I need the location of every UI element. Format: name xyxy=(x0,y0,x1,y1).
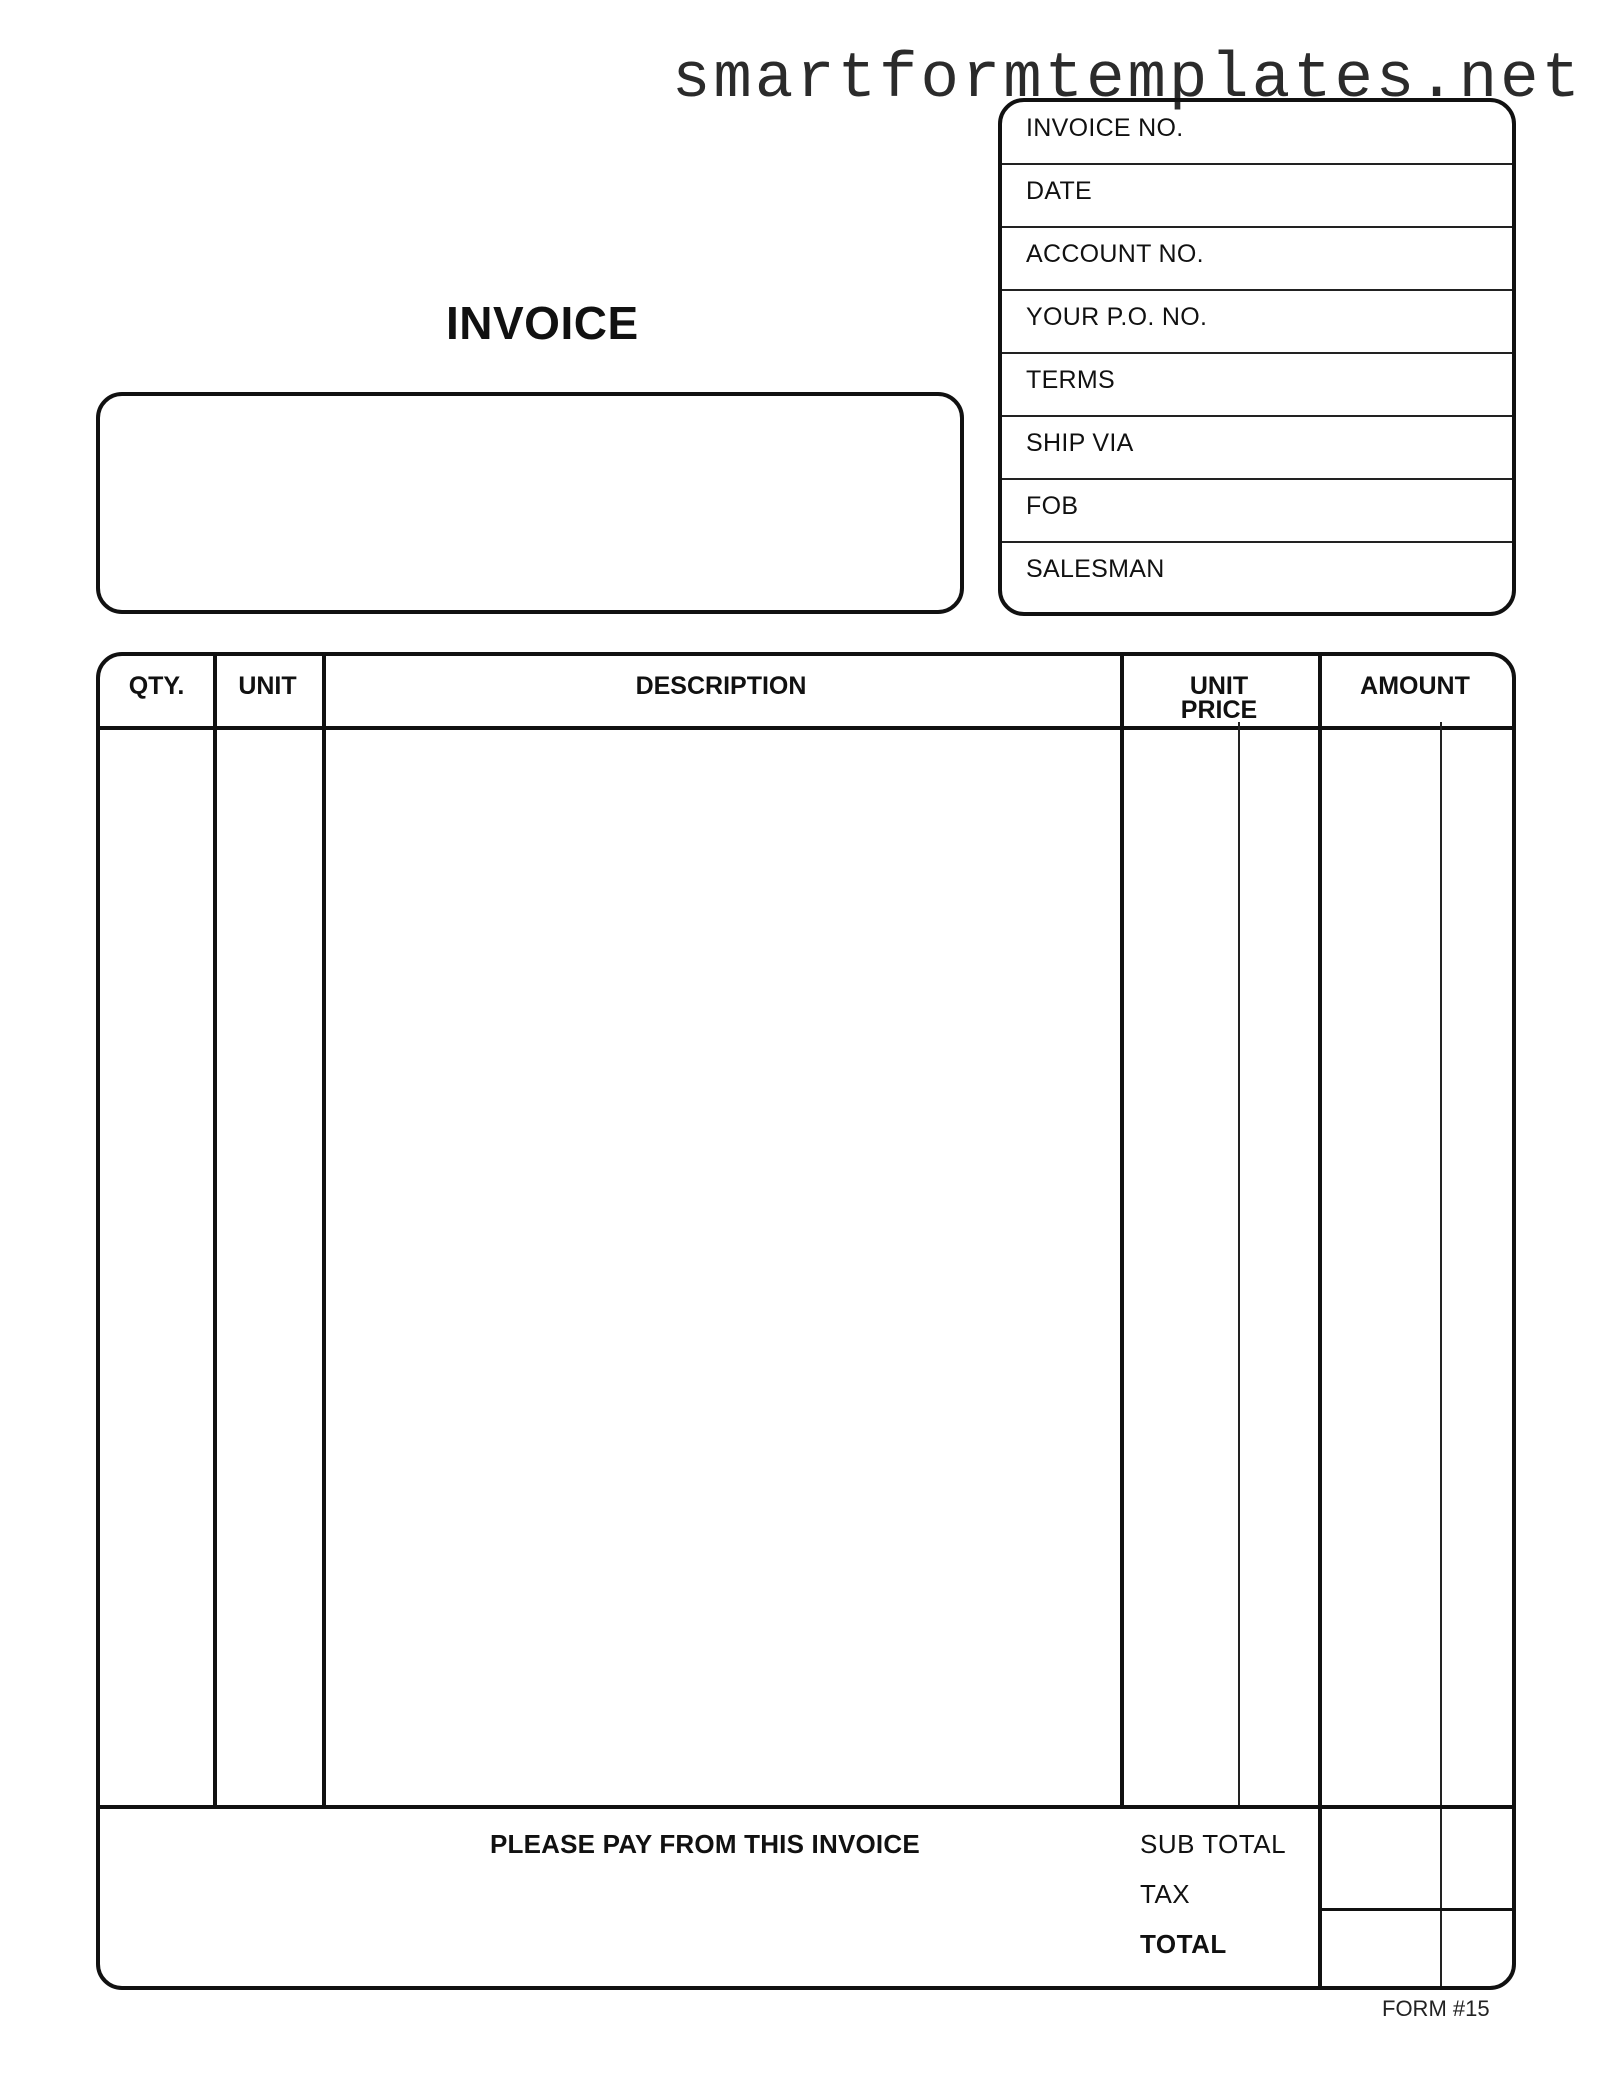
tax-label: TAX xyxy=(1140,1879,1191,1909)
column-header-unit: UNIT xyxy=(238,672,297,700)
info-label-date: DATE xyxy=(1026,177,1093,205)
column-header-unit-price-line2: PRICE xyxy=(1180,696,1258,724)
column-header-description: DESCRIPTION xyxy=(635,672,807,700)
invoice-info-box xyxy=(998,98,1516,616)
subtotal-tax-field[interactable] xyxy=(1322,1809,1512,1906)
info-label-invoice-no: INVOICE NO. xyxy=(1026,114,1184,142)
form-number: FORM #15 xyxy=(1382,1996,1490,2021)
column-header-qty: QTY. xyxy=(128,672,185,700)
payment-note: PLEASE PAY FROM THIS INVOICE xyxy=(490,1829,920,1859)
column-header-unit-price xyxy=(1120,674,1318,722)
info-label-fob: FOB xyxy=(1026,492,1079,520)
footer-divider xyxy=(100,1805,1512,1809)
watermark-text: smartformtemplates.net xyxy=(672,44,1583,116)
subtotal-label: SUB TOTAL xyxy=(1140,1829,1287,1859)
info-row-po-no[interactable] xyxy=(1002,291,1512,354)
info-row-invoice-no[interactable] xyxy=(1002,102,1512,165)
info-row-ship-via[interactable] xyxy=(1002,417,1512,480)
info-label-account-no: ACCOUNT NO. xyxy=(1026,240,1204,268)
bill-to-box[interactable] xyxy=(96,392,964,614)
info-label-salesman: SALESMAN xyxy=(1026,555,1165,583)
column-header-amount: AMOUNT xyxy=(1360,672,1470,700)
info-label-po-no: YOUR P.O. NO. xyxy=(1026,303,1208,331)
column-header-unit-price-line1: UNIT xyxy=(1189,672,1249,700)
info-row-terms[interactable] xyxy=(1002,354,1512,417)
line-items-area[interactable] xyxy=(100,730,1512,1805)
info-label-terms: TERMS xyxy=(1026,366,1115,394)
total-label: TOTAL xyxy=(1140,1929,1227,1959)
line-items-table xyxy=(96,652,1516,1990)
document-title: INVOICE xyxy=(446,297,639,349)
info-label-ship-via: SHIP VIA xyxy=(1026,429,1134,457)
info-row-fob[interactable] xyxy=(1002,480,1512,543)
info-row-salesman[interactable] xyxy=(1002,543,1512,606)
total-field[interactable] xyxy=(1322,1911,1512,1990)
info-row-date[interactable] xyxy=(1002,165,1512,228)
info-row-account-no[interactable] xyxy=(1002,228,1512,291)
